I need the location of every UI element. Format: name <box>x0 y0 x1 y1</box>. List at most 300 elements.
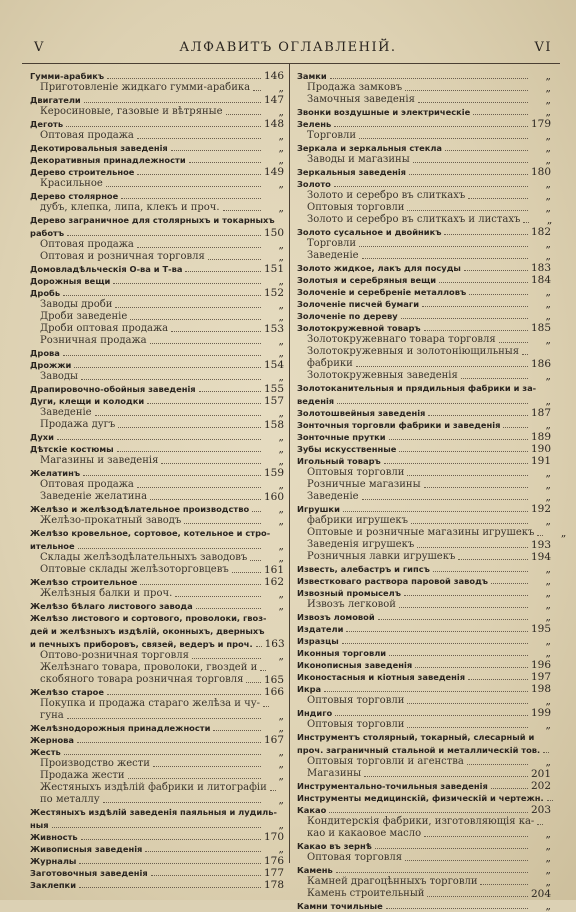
dot-leader <box>464 270 528 271</box>
dot-leader <box>196 608 261 609</box>
entry-title: Журналы <box>30 856 77 866</box>
entry-title: Оптовыя торговли <box>307 695 405 706</box>
dot-leader <box>63 295 261 296</box>
index-entry <box>297 419 551 431</box>
index-subentry <box>30 588 284 600</box>
page-number: „ <box>545 647 551 659</box>
entry-title: Изразцы <box>297 636 339 646</box>
dot-leader <box>67 718 261 719</box>
entry-title: Камни точильные <box>297 901 383 911</box>
entry-title: Желѣзнаго товара, проволоки, гвоздей и <box>40 662 258 673</box>
index-entry <box>30 166 284 178</box>
page-number: „ <box>278 130 284 142</box>
page-number: „ <box>278 178 284 190</box>
entry-title: ительное <box>30 541 75 551</box>
page-number: 197 <box>531 671 552 683</box>
page-number: „ <box>278 311 284 323</box>
entry-title: Желѣзо бѣлаго листового завода <box>30 601 193 611</box>
dot-leader <box>404 595 528 596</box>
dot-leader <box>334 186 528 187</box>
index-entry <box>297 792 551 804</box>
dot-leader <box>74 367 261 368</box>
entry-title: дей и желѣзныхъ издѣлій, оконныхъ, дверныхъ <box>30 626 265 636</box>
running-header <box>0 38 576 60</box>
page-number: 194 <box>531 551 552 563</box>
entry-title: Розничные магазины <box>307 479 421 490</box>
index-entry <box>297 455 551 467</box>
dot-leader <box>263 706 269 707</box>
dot-leader <box>469 294 528 295</box>
entry-title: Дроби оптовая продажа <box>40 323 169 334</box>
entry-title: Декотировальныя заведенія <box>30 143 168 153</box>
index-entry <box>297 178 551 190</box>
index-entry <box>30 287 284 299</box>
index-entry <box>30 94 284 106</box>
page-number: „ <box>278 794 284 806</box>
index-entry <box>30 734 284 746</box>
page-number: „ <box>545 695 551 707</box>
index-entry <box>30 612 284 625</box>
entry-title: Камень строительный <box>307 888 425 899</box>
entry-title: ныя <box>30 820 49 830</box>
index-entry <box>30 819 284 831</box>
dot-leader <box>145 851 261 852</box>
page-number: „ <box>278 443 284 455</box>
dot-leader <box>330 78 528 79</box>
dot-leader <box>359 138 528 139</box>
page-number: „ <box>545 575 551 587</box>
page-number: 146 <box>264 70 285 82</box>
index-entry <box>297 611 551 623</box>
entry-title: Желѣзо и желѣзодѣлательное производство <box>30 504 250 514</box>
index-entry <box>297 780 551 792</box>
entry-title: Замочныя заведенія <box>307 94 415 105</box>
dot-leader <box>52 827 261 828</box>
entry-title: веденія <box>297 396 335 406</box>
left-page-number: V <box>34 40 45 55</box>
entry-title: Зеркала и зеркальныя стекла <box>297 143 443 153</box>
dot-leader <box>523 222 529 223</box>
entry-title: Дробь <box>30 288 61 298</box>
index-entry <box>30 746 284 758</box>
index-subentry <box>30 770 284 782</box>
dot-leader <box>67 235 261 236</box>
index-subentry <box>297 130 551 142</box>
entry-title: Гумми-арабикъ <box>30 71 105 81</box>
page-number: „ <box>560 527 567 539</box>
entry-title: Иконостасныя и кіотныя заведенія <box>297 672 466 682</box>
page-number: „ <box>278 82 284 94</box>
entry-title: Золотошвейныя заведенія <box>297 408 426 418</box>
page-number: „ <box>278 588 284 600</box>
index-entry <box>30 443 284 455</box>
index-subentry <box>30 794 284 806</box>
entry-title: Кондитерскія фабрики, изготовляющія ка- <box>307 816 535 827</box>
dot-leader <box>329 812 528 813</box>
entry-title: Жернова <box>30 735 75 745</box>
page-number: „ <box>545 286 551 298</box>
index-subentry <box>30 491 284 503</box>
page-number: 151 <box>264 263 285 275</box>
index-entry <box>297 443 551 455</box>
dot-leader <box>79 887 261 888</box>
index-entry <box>30 190 284 202</box>
dot-leader <box>359 246 528 247</box>
entry-title: Зелень <box>297 119 332 129</box>
index-entry <box>297 118 551 130</box>
entry-title: Дрожжи <box>30 360 72 370</box>
dot-leader <box>171 150 261 151</box>
index-entry <box>30 142 284 154</box>
index-entry <box>297 70 551 82</box>
dot-leader <box>250 560 261 561</box>
dot-leader <box>503 427 528 428</box>
index-subentry <box>30 662 284 674</box>
index-subentry <box>297 852 551 864</box>
page-number: 162 <box>264 576 285 588</box>
entry-title: Заготовочныя заведенія <box>30 868 148 878</box>
entry-title: Зубы искусственные <box>297 444 397 454</box>
index-entry <box>297 166 551 178</box>
index-subentry <box>297 370 551 382</box>
page-number: „ <box>545 635 551 647</box>
page-number: 150 <box>264 227 285 239</box>
index-entry <box>297 900 551 912</box>
index-entry <box>30 118 284 130</box>
page-number: „ <box>545 491 551 503</box>
page-number: „ <box>278 600 284 612</box>
index-entry <box>30 263 284 275</box>
index-subentry <box>30 202 284 214</box>
page-number: 167 <box>264 734 285 746</box>
index-entry <box>30 600 284 612</box>
index-entry <box>30 879 284 891</box>
dot-leader <box>107 694 261 695</box>
page-number: „ <box>278 407 284 419</box>
entry-title: Желѣзо старое <box>30 687 104 697</box>
left-column <box>30 70 285 891</box>
entry-title: Иконныя торговли <box>297 648 387 658</box>
dot-leader <box>151 875 261 876</box>
dot-leader <box>407 727 528 728</box>
index-subentry <box>297 190 551 202</box>
dot-leader <box>342 643 528 644</box>
entry-title: Оптовыя торговли <box>307 202 405 213</box>
page-number: „ <box>545 756 551 768</box>
entry-title: Игольный товаръ <box>297 456 381 466</box>
dot-leader <box>375 848 528 849</box>
index-entry <box>297 286 551 298</box>
dot-leader <box>537 535 543 536</box>
dot-leader <box>147 403 261 404</box>
index-subentry <box>297 551 551 563</box>
entry-title: Издатели <box>297 624 344 634</box>
dot-leader <box>130 319 261 320</box>
index-subentry <box>30 479 284 491</box>
entry-title: Магазины <box>307 768 362 779</box>
entry-title: Золото жидкое, лакъ для посуды <box>297 263 461 273</box>
index-entry <box>30 867 284 879</box>
entry-title: Розничная продажа <box>40 335 147 346</box>
entry-title: Оптовыя торговли и агенства <box>307 756 464 767</box>
entry-title: Какао <box>297 805 327 815</box>
index-subentry <box>297 358 551 370</box>
entry-title: Оптовыя торговли <box>307 719 405 730</box>
dot-leader <box>150 499 261 500</box>
entry-title: Какао въ зернѣ <box>297 841 372 851</box>
index-subentry <box>30 552 284 564</box>
page-number: 148 <box>264 118 285 130</box>
index-subentry <box>30 674 284 686</box>
dot-leader <box>137 174 261 175</box>
index-subentry <box>30 515 284 527</box>
page-number: „ <box>278 758 284 770</box>
index-entry <box>297 310 551 322</box>
page-number: 153 <box>264 323 285 335</box>
dot-leader <box>128 778 261 779</box>
entry-title: Заводы и магазины <box>307 154 410 165</box>
index-subentry <box>30 311 284 323</box>
index-entry <box>30 625 284 638</box>
entry-title: Красильное <box>40 178 103 189</box>
page-number: 149 <box>264 166 285 178</box>
entry-title: Индиго <box>297 708 333 718</box>
entry-title: Домовладѣльческія О-ва и Т-ва <box>30 264 183 274</box>
page-number: „ <box>545 828 551 840</box>
entry-title: Желатинъ <box>30 468 81 478</box>
index-entry <box>297 575 551 587</box>
entry-title: Дрова <box>30 348 60 358</box>
dot-leader <box>185 271 261 272</box>
page-number: „ <box>278 540 284 552</box>
page-number: 187 <box>531 407 552 419</box>
page-number: 165 <box>264 674 285 686</box>
entry-title: Оптовая продажа <box>40 130 134 141</box>
page-number: 170 <box>264 831 285 843</box>
entry-title: Оптовые склады желѣзоторговцевъ <box>40 564 229 575</box>
index-subentry <box>297 515 551 527</box>
index-subentry <box>30 371 284 383</box>
right-page-number: VI <box>534 40 552 55</box>
dot-leader <box>522 354 528 355</box>
index-subentry <box>30 239 284 251</box>
entry-title: Золотокружевнаго товара торговля <box>307 334 496 345</box>
page-number: 147 <box>264 94 285 106</box>
index-subentry <box>297 768 551 780</box>
index-entry <box>297 864 551 876</box>
page-number: „ <box>278 650 284 662</box>
dot-leader <box>413 162 528 163</box>
dot-leader <box>171 331 261 332</box>
page-number: „ <box>278 275 284 287</box>
dot-leader <box>336 872 528 873</box>
dot-leader <box>389 655 528 656</box>
dot-leader <box>63 355 261 356</box>
index-entry <box>297 647 551 659</box>
entry-title: Магазины и заведенія <box>40 455 159 466</box>
page-number: „ <box>545 419 551 431</box>
entry-title: Икра <box>297 684 322 694</box>
entry-title: Желѣзнодорожныя принадлежности <box>30 723 211 733</box>
index-entry <box>30 70 284 82</box>
dot-leader <box>401 318 528 319</box>
index-subentry <box>297 816 551 828</box>
dot-leader <box>386 908 528 909</box>
column-divider <box>289 63 290 863</box>
page-number: „ <box>278 455 284 467</box>
dot-leader <box>107 78 261 79</box>
entry-title: Оптово-розничная торговля <box>40 650 189 661</box>
page-number: 204 <box>531 888 552 900</box>
dot-leader <box>246 682 261 683</box>
entry-title: Иконописныя заведенія <box>297 660 413 670</box>
entry-title: Продажа жести <box>40 770 125 781</box>
page-number: 199 <box>531 707 552 719</box>
dot-leader <box>468 198 528 199</box>
page-number: „ <box>545 190 551 202</box>
entry-title: Извозный промыселъ <box>297 588 401 598</box>
dot-leader <box>83 475 261 476</box>
dot-leader <box>64 754 261 755</box>
entry-title: Розничныя лавки игрушекъ <box>307 551 456 562</box>
index-entry <box>30 686 284 698</box>
page-number: „ <box>278 722 284 734</box>
entry-title: Оптовые и розничные магазины игрушекъ <box>307 527 535 538</box>
dot-leader <box>424 836 528 837</box>
dot-leader <box>427 896 528 897</box>
index-subentry <box>30 335 284 347</box>
page-number: 192 <box>531 503 552 515</box>
page-number: 155 <box>264 383 285 395</box>
index-subentry <box>30 782 284 794</box>
index-subentry <box>30 419 284 431</box>
entry-title: Золоченіе писчей бумаги <box>297 299 420 309</box>
entry-title: Керосиновые, газовые и вѣтряные <box>40 106 223 117</box>
entry-title: Духи <box>30 432 54 442</box>
dot-leader <box>256 646 262 647</box>
entry-title: Дерево строительное <box>30 167 135 177</box>
entry-title: фабрики игрушекъ <box>307 515 408 526</box>
page-number: „ <box>545 238 551 250</box>
entry-title: Золотокружевныя заведенія <box>307 370 458 381</box>
index-subentry <box>297 238 551 250</box>
entry-title: Замки <box>297 71 327 81</box>
index-subentry <box>30 106 284 118</box>
entry-title: Жестяныхъ издѣлій заведенія паяльныя и лудиль- <box>30 807 277 817</box>
entry-title: Дерево заграничное для столярныхъ и токарныхъ <box>30 215 275 225</box>
dot-leader <box>208 259 261 260</box>
index-entry <box>297 226 551 238</box>
entry-title: Заведеніе <box>307 491 359 502</box>
entry-title: Золото сусальное и двойникъ <box>297 227 442 237</box>
index-entry <box>30 806 284 819</box>
dot-leader <box>337 403 528 404</box>
index-subentry <box>30 758 284 770</box>
entry-title: Деготь <box>30 119 64 129</box>
dot-leader <box>334 126 528 127</box>
dot-leader <box>362 499 528 500</box>
page-number: 152 <box>264 287 285 299</box>
entry-title: Желѣзо строительное <box>30 577 138 587</box>
entry-title: Желѣзо кровельное, сортовое, котельное и стро- <box>30 528 271 538</box>
dot-leader <box>407 475 528 476</box>
dot-leader <box>433 571 528 572</box>
page-number: 160 <box>264 491 285 503</box>
index-subentry <box>297 719 551 731</box>
page-number: „ <box>278 106 284 118</box>
running-title: АЛФАВИТЪ ОГЛАВЛЕНІЙ. <box>179 40 397 55</box>
page-number: 195 <box>531 623 552 635</box>
index-subentry <box>297 479 551 491</box>
index-entry <box>297 563 551 575</box>
index-entry <box>297 395 551 407</box>
index-entry <box>297 671 551 683</box>
index-entry <box>30 359 284 371</box>
dot-leader <box>445 150 528 151</box>
page-number: „ <box>278 710 284 722</box>
index-entry <box>297 623 551 635</box>
index-subentry <box>30 299 284 311</box>
page-number: 177 <box>264 867 285 879</box>
index-entry <box>297 503 551 515</box>
entry-title: Зеркальныя заведенія <box>297 167 406 177</box>
dot-leader <box>260 670 266 671</box>
page-number: „ <box>545 130 551 142</box>
index-subentry <box>297 334 551 346</box>
index-entry <box>297 840 551 852</box>
page-number: „ <box>545 599 551 611</box>
dot-leader <box>444 234 528 235</box>
entry-title: Извозъ легковой <box>307 599 396 610</box>
dot-leader <box>407 210 528 211</box>
page-number: „ <box>278 746 284 758</box>
entry-title: Камень <box>297 865 333 875</box>
index-subentry <box>297 491 551 503</box>
index-entry <box>30 347 284 359</box>
page-number: 203 <box>531 804 552 816</box>
index-entry <box>30 275 284 287</box>
entry-title: Дорожныя вещи <box>30 276 111 286</box>
entry-title: Заведенія игрушекъ <box>307 539 415 550</box>
dot-leader <box>81 379 261 380</box>
index-subentry <box>30 564 284 576</box>
page-number: 183 <box>531 262 552 274</box>
index-subentry <box>297 876 551 888</box>
page-number: „ <box>278 299 284 311</box>
page-number: 161 <box>264 564 285 576</box>
entry-title: Известь, алебастръ и гипсъ <box>297 564 430 574</box>
entry-title: Живность <box>30 832 78 842</box>
page-number: „ <box>545 876 551 888</box>
index-subentry <box>30 407 284 419</box>
page-number: 184 <box>531 274 552 286</box>
index-subentry <box>297 154 551 166</box>
dot-leader <box>418 102 528 103</box>
entry-title: Склады желѣзодѣлательныхъ заводовъ <box>40 552 248 563</box>
page-number: 180 <box>531 166 552 178</box>
dot-leader <box>84 102 261 103</box>
dot-leader <box>362 258 528 259</box>
page-number: „ <box>545 94 551 106</box>
entry-title: Золотыя и серебряныя вещи <box>297 275 437 285</box>
page-number: „ <box>278 515 284 527</box>
page-number: 186 <box>531 358 552 370</box>
dot-leader <box>106 186 261 187</box>
entry-title: Инструменты медицинскій, физическій и чертежн. <box>297 793 544 803</box>
page-number: „ <box>278 154 284 166</box>
entry-title: Золотокружевныя и золотоніющильныя <box>307 346 520 357</box>
index-entry <box>297 707 551 719</box>
